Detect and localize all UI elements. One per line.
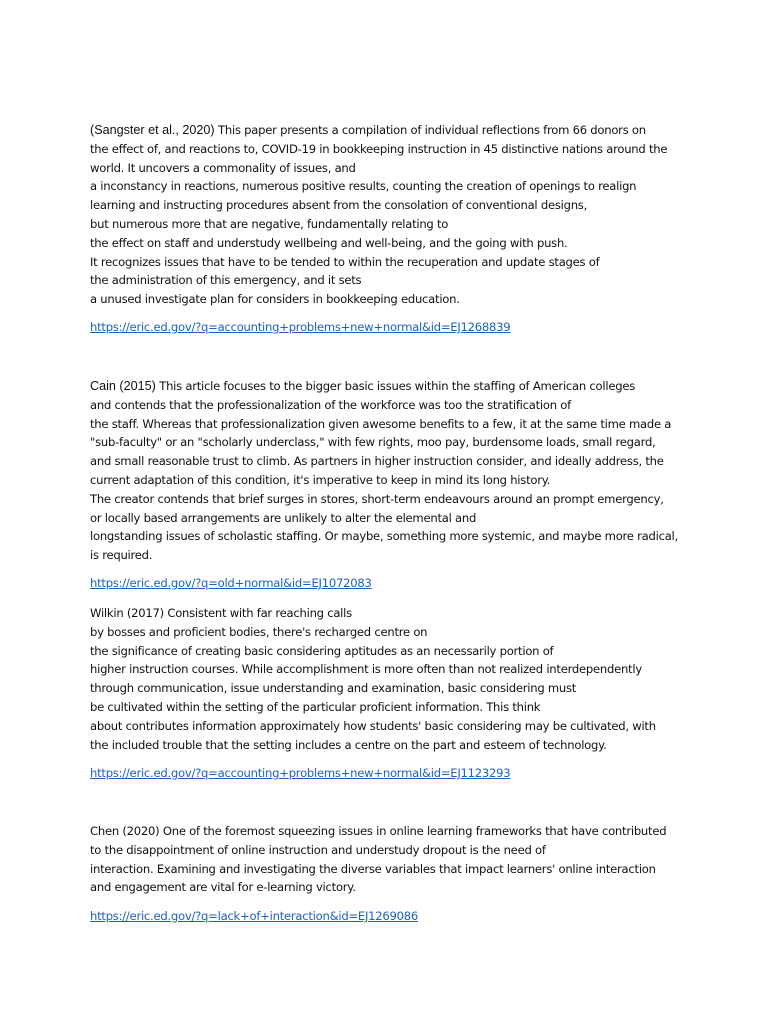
text-line: "sub-faculty" or an "scholarly underclass," with few rights, moo pay, burdensome loads, small regard, — [90, 435, 656, 450]
entry-paragraph — [90, 604, 690, 754]
reference-link[interactable]: https://eric.ed.gov/?q=accounting+problems+new+normal&id=EJ1268839 — [90, 320, 511, 334]
text-line: the administration of this emergency, and it sets — [90, 273, 362, 288]
text-line: a unused investigate plan for considers in bookkeeping education. — [90, 292, 460, 307]
text-line: about contributes information approximately how students' basic considering may be cultivated, with — [90, 718, 656, 733]
citation: (Sangster et al., 2020) — [90, 123, 215, 137]
reference-entry-sangster — [90, 121, 690, 309]
text-line: and small reasonable trust to climb. As partners in higher instruction consider, and ideally address, the — [90, 454, 664, 469]
citation: Cain (2015) — [90, 379, 156, 393]
text-line: be cultivated within the setting of the particular proficient information. This think — [90, 699, 541, 714]
reference-entry-cain — [90, 377, 690, 565]
entry-paragraph — [90, 121, 690, 309]
text-line: the staff. Whereas that professionalization given awesome benefits to a few, it at the same time made a — [90, 416, 672, 431]
text-line: and contends that the professionalization of the workforce was too the stratification of — [90, 397, 571, 412]
entry-paragraph — [90, 377, 690, 565]
text-line: longstanding issues of scholastic staffing. Or maybe, something more systemic, and maybe more radical, — [90, 529, 678, 544]
text-line: higher instruction courses. While accomplishment is more often than not realized interdependently — [90, 662, 642, 677]
text-line: the effect on staff and understudy wellbeing and well-being, and the going with push. — [90, 235, 568, 250]
text-line: but numerous more that are negative, fundamentally relating to — [90, 216, 449, 231]
entry-paragraph — [90, 822, 690, 897]
reference-entry-wilkin — [90, 604, 690, 754]
reference-link[interactable]: https://eric.ed.gov/?q=accounting+problems+new+normal&id=EJ1123293 — [90, 766, 511, 780]
text-line: world. It uncovers a commonality of issues, and — [90, 160, 356, 175]
reference-entry-chen — [90, 822, 690, 897]
reference-link[interactable]: https://eric.ed.gov/?q=old+normal&id=EJ1072083 — [90, 576, 372, 590]
text-line: learning and instructing procedures absent from the consolation of conventional designs, — [90, 198, 588, 213]
text-line: through communication, issue understanding and examination, basic considering must — [90, 681, 577, 696]
text-line: to the disappointment of online instruction and understudy dropout is the need of — [90, 842, 546, 857]
text-line: The creator contends that brief surges in stores, short-term endeavours around an prompt emergency, — [90, 491, 664, 506]
text-line: is required. — [90, 548, 153, 563]
text-line: Wilkin (2017) Consistent with far reaching calls — [90, 606, 352, 620]
text-line: the significance of creating basic considering aptitudes as an necessarily portion of — [90, 643, 554, 658]
text-line: the included trouble that the setting includes a centre on the part and esteem of technology. — [90, 737, 607, 752]
text-line: current adaptation of this condition, it's imperative to keep in mind its long history. — [90, 472, 551, 487]
text-line: interaction. Examining and investigating the diverse variables that impact learners' online interaction — [90, 861, 656, 876]
text-line: and engagement are vital for e-learning victory. — [90, 880, 356, 895]
text-line: a inconstancy in reactions, numerous positive results, counting the creation of openings to realign — [90, 179, 637, 194]
text-line: by bosses and proficient bodies, there's recharged centre on — [90, 624, 428, 639]
text-line: (Sangster et al., 2020) This paper presents a compilation of individual reflections from 66 donors on — [90, 123, 646, 137]
text-line: Chen (2020) One of the foremost squeezing issues in online learning frameworks that have contributed — [90, 824, 667, 838]
text-line: Cain (2015) This article focuses to the bigger basic issues within the staffing of American colleges — [90, 379, 636, 393]
reference-link[interactable]: https://eric.ed.gov/?q=lack+of+interaction&id=EJ1269086 — [90, 909, 419, 923]
text-line: or locally based arrangements are unlikely to alter the elemental and — [90, 510, 477, 525]
text-line: It recognizes issues that have to be tended to within the recuperation and update stages of — [90, 254, 600, 269]
text-line: the effect of, and reactions to, COVID-19 in bookkeeping instruction in 45 distinctive nations around the — [90, 141, 668, 156]
